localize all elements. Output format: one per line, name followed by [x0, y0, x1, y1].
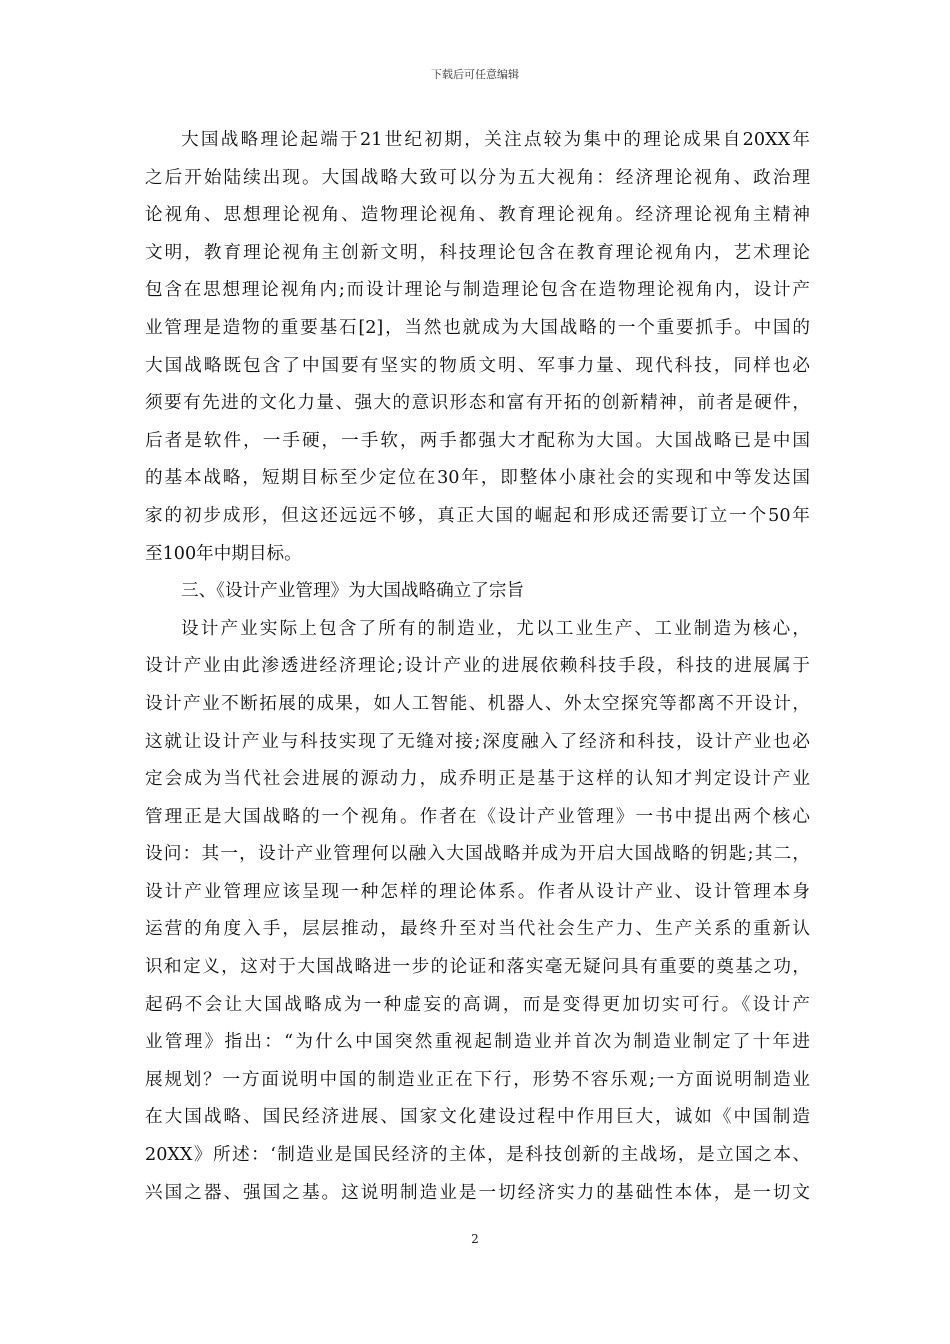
paragraph-1 — [145, 122, 810, 573]
text-line: 包含在思想理论视角内;而设计理论与制造理论包含在造物理论视角内，设计产 — [145, 280, 810, 301]
text-line: 运营的角度入手，层层推动，最终升至对当代社会生产力、生产关系的重新认 — [145, 919, 810, 940]
page-header: 下载后可任意编辑 — [431, 68, 519, 81]
section-heading: 三、《设计产业管理》为大国战略确立了宗旨 — [181, 581, 525, 602]
text-line: 设计产业管理应该呈现一种怎样的理论体系。作者从设计产业、设计管理本身 — [145, 881, 810, 902]
text-line: 兴国之器、强国之基。这说明制造业是一切经济实力的基础性本体，是一切文 — [145, 1182, 810, 1203]
text-line: 在大国战略、国民经济进展、国家文化建设过程中作用巨大，诚如《中国制造 — [145, 1107, 810, 1128]
text-line: 起码不会让大国战略成为一种虚妄的高调，而是变得更加切实可行。《设计产 — [145, 994, 810, 1015]
text-line: 业管理是造物的重要基石[2]，当然也就成为大国战略的一个重要抓手。中国的 — [145, 317, 810, 338]
page-number: 2 — [471, 1232, 479, 1246]
text-line: 家的初步成形，但这还远远不够，真正大国的崛起和形成还需要订立一个50年 — [145, 505, 810, 526]
text-line: 设计产业由此渗透进经济理论;设计产业的进展依赖科技手段，科技的进展属于 — [145, 656, 810, 677]
text-line: 文明，教育理论视角主创新文明，科技理论包含在教育理论视角内，艺术理论 — [145, 242, 810, 263]
text-line: 论视角、思想理论视角、造物理论视角、教育理论视角。经济理论视角主精神 — [145, 205, 810, 226]
paragraph-2 — [145, 611, 810, 1213]
text-line: 设问：其一，设计产业管理何以融入大国战略并成为开启大国战略的钥匙;其二， — [145, 844, 810, 865]
text-line: 这就让设计产业与科技实现了无缝对接;深度融入了经济和科技，设计产业也必 — [145, 731, 810, 752]
text-line: 之后开始陆续出现。大国战略大致可以分为五大视角：经济理论视角、政治理 — [145, 167, 810, 188]
text-line: 设计产业不断拓展的成果，如人工智能、机器人、外太空探究等都离不开设计， — [145, 693, 810, 714]
text-line: 识和定义，这对于大国战略进一步的论证和落实毫无疑问具有重要的奠基之功， — [145, 957, 810, 978]
text-line: 定会成为当代社会进展的源动力，成乔明正是基于这样的认知才判定设计产业 — [145, 769, 810, 790]
text-line: 业管理》指出：“为什么中国突然重视起制造业并首次为制造业制定了十年进 — [145, 1032, 810, 1053]
body-text — [145, 122, 810, 1212]
text-line: 20XX》所述：‘制造业是国民经济的主体，是科技创新的主战场，是立国之本、 — [145, 1145, 810, 1166]
text-line: 管理正是大国战略的一个视角。作者在《设计产业管理》一书中提出两个核心 — [145, 806, 810, 827]
text-line: 大国战略既包含了中国要有坚实的物质文明、军事力量、现代科技，同样也必 — [145, 355, 810, 376]
text-line: 须要有先进的文化力量、强大的意识形态和富有开拓的创新精神，前者是硬件， — [145, 393, 810, 414]
text-line: 设计产业实际上包含了所有的制造业，尤以工业生产、工业制造为核心， — [181, 618, 810, 639]
text-line: 大国战略理论起端于21世纪初期，关注点较为集中的理论成果自20XX年 — [181, 130, 810, 150]
text-line: 后者是软件，一手硬，一手软，两手都强大才配称为大国。大国战略已是中国 — [145, 430, 810, 451]
text-line: 的基本战略，短期目标至少定位在30年，即整体小康社会的实现和中等发达国 — [145, 468, 810, 489]
text-line: 展规划？一方面说明中国的制造业正在下行，形势不容乐观;一方面说明制造业 — [145, 1069, 810, 1090]
text-line: 至100年中期目标。 — [145, 543, 302, 564]
